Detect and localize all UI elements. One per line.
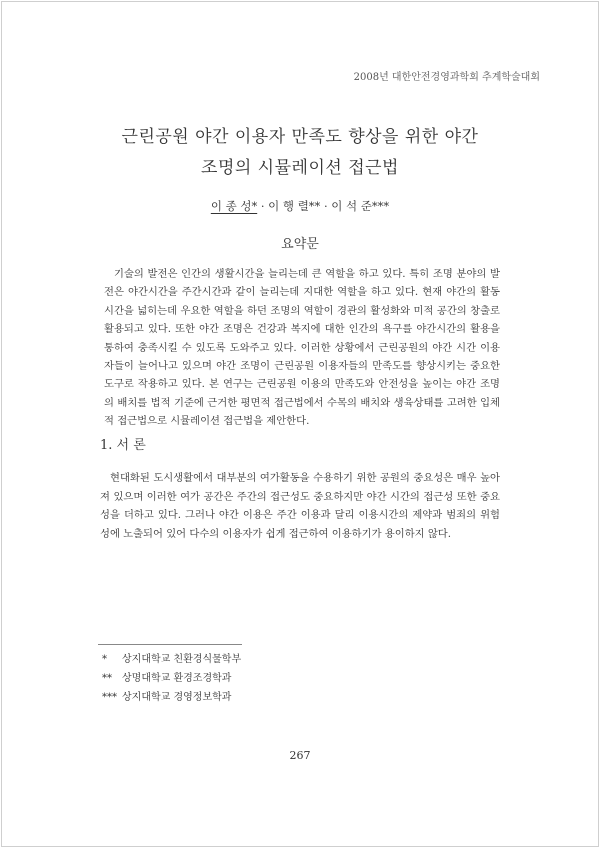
author-separator: ·	[257, 199, 269, 213]
author-3: 이 석 준***	[331, 199, 390, 213]
footnote-item	[102, 650, 241, 669]
title-line-1: 근린공원 야간 이용자 만족도 향상을 위한 야간	[121, 127, 479, 147]
footnote-mark: **	[102, 673, 112, 684]
author-list	[0, 198, 600, 214]
title-line-2: 조명의 시뮬레이션 접근법	[201, 158, 399, 178]
footnote-item	[102, 669, 241, 688]
author-2: 이 행 렬**	[268, 199, 321, 213]
footnote-text: 상명대학교 환경조경학과	[122, 673, 232, 684]
section-body: 현대화된 도시생활에서 대부분의 여가활동을 수용하기 위한 공원의 중요성은 매우 높아져 있으며 이러한 여가 공간은 주간의 접근성도 중요하지만 야간 시간의 접근성 또한 중요성을 더하고 있다. 그러나 야간 이용은 주간 이용과 달리 이용시간의 제약과 범죄의 위험성에 노출되어 있어 다수의 이용자가 쉽게 접근하여 이용하기가 용이하지 않다.	[100, 472, 500, 540]
paper-title	[60, 122, 540, 184]
footnote-mark: *	[102, 654, 107, 665]
running-header: 2008년 대한안전경영과학회 추계학술대회	[353, 72, 540, 83]
footnote-text: 상지대학교 친환경식물학부	[122, 654, 242, 665]
footnote-divider	[98, 644, 242, 645]
abstract-heading: 요약문	[281, 237, 319, 252]
abstract-body: 기술의 발전은 인간의 생활시간을 늘리는데 큰 역할을 하고 있다. 특히 조명 분야의 발전은 야간시간을 주간시간과 같이 늘리는데 지대한 역할을 하고 있다. 현재 야간의 활동 시간을 넓히는데 우요한 역할을 하던 조명의 역할이 경관의 활성화와 미적 공간의 창출로 활용되고 있다. 또한 야간 조명은 건강과 복지에 대한 인간의 욕구를 야간시간의 활용을 통하여 충족시킬 수 있도록 도와주고 있다. 이러한 상황에서 근린공원의 야간 시간 이용자들이 늘어나고 있으며 야간 조명이 근린공원 이용자들의 만족도를 향상시키는 중요한 도구로 작용하고 있다. 본 연구는 근린공원 이용의 만족도와 안전성을 높이는 야간 조명의 배치를 법적 기준에 근거한 평면적 접근법에서 수목의 배치와 생육상태를 고려한 입체적 접근법으로 시뮬레이션 접근법을 제안한다.	[104, 268, 500, 428]
footnote-mark: ***	[102, 692, 117, 703]
footnote-item	[102, 688, 241, 707]
section-heading: 1. 서 론	[100, 438, 146, 453]
author-separator: ·	[320, 199, 332, 213]
author-1: 이 종 성*	[210, 199, 258, 213]
footnote-text: 상지대학교 경영정보학과	[122, 692, 232, 703]
page-number: 267	[289, 749, 311, 762]
footnote-list	[102, 650, 241, 707]
